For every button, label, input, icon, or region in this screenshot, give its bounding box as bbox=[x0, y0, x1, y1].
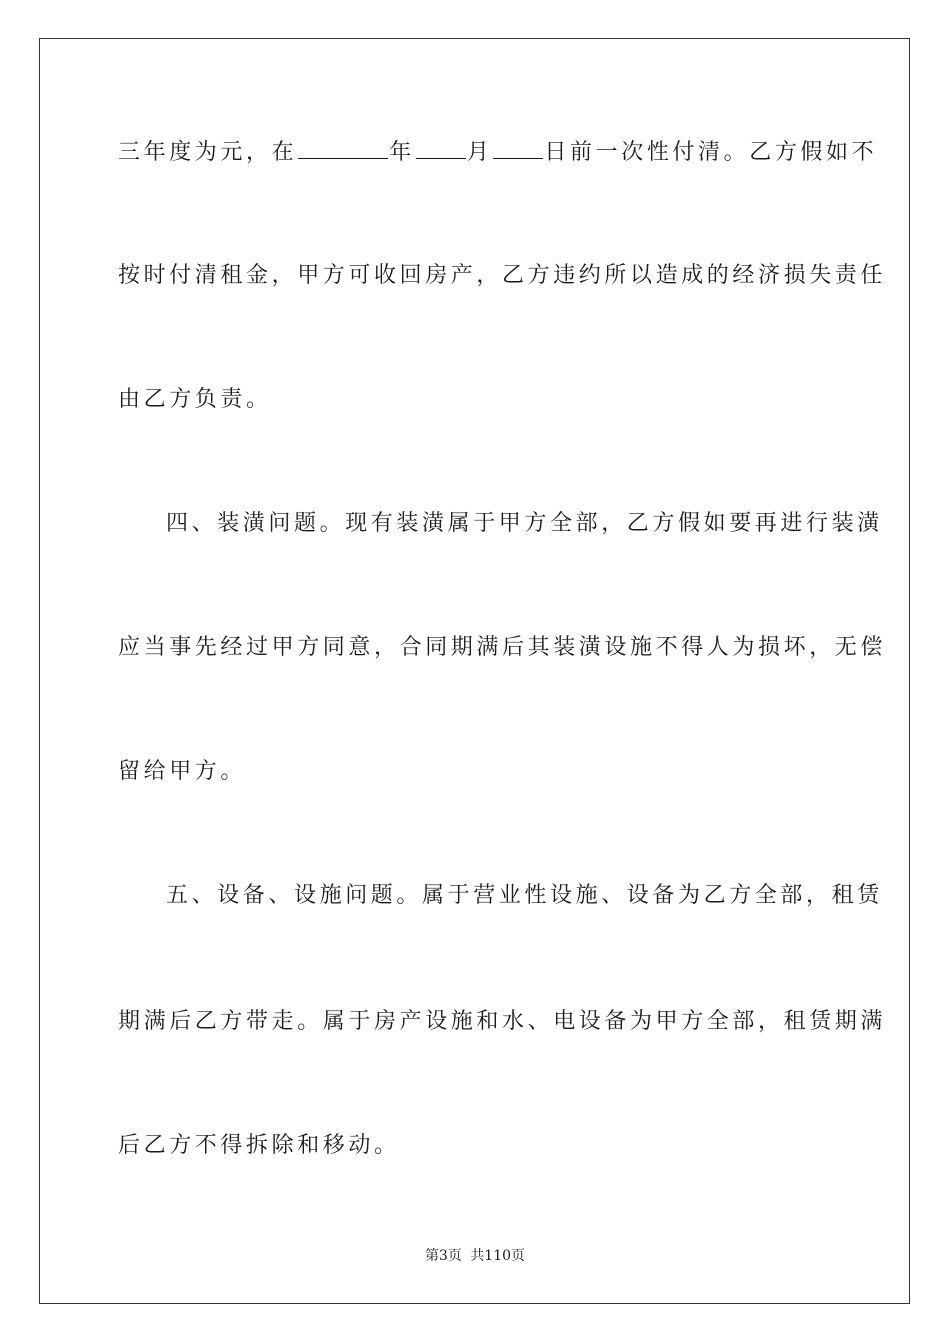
page-border bbox=[39, 38, 910, 1304]
paragraph-line-8: 期满后乙方带走。属于房产设施和水、电设备为甲方全部，租赁期满 bbox=[118, 1009, 887, 1034]
day-blank bbox=[493, 138, 543, 159]
paragraph-line-1 bbox=[118, 138, 878, 167]
paragraph-line-6: 留给甲方。 bbox=[118, 759, 247, 784]
line-1-text-c: 月 bbox=[466, 140, 493, 165]
page-footer bbox=[0, 1246, 950, 1266]
total-pages: 共110页 bbox=[470, 1248, 526, 1264]
section-five-heading-line: 五、设备、设施问题。属于营业性设施、设备为乙方全部，租赁 bbox=[166, 883, 883, 908]
line-1-text-d: 日前一次性付清。乙方假如不 bbox=[544, 140, 878, 165]
page-number: 第3页 bbox=[424, 1248, 462, 1264]
month-blank bbox=[416, 138, 466, 159]
section-four-heading-line: 四、装潢问题。现有装潢属于甲方全部，乙方假如要再进行装潢 bbox=[166, 511, 883, 536]
paragraph-line-3: 由乙方负责。 bbox=[118, 387, 272, 412]
line-1-text-a: 三年度为元，在 bbox=[118, 140, 298, 165]
line-1-text-b: 年 bbox=[389, 140, 415, 165]
year-blank bbox=[298, 138, 388, 159]
paragraph-line-9: 后乙方不得拆除和移动。 bbox=[118, 1133, 400, 1158]
paragraph-line-5: 应当事先经过甲方同意，合同期满后其装潢设施不得人为损坏，无偿 bbox=[118, 635, 887, 660]
paragraph-line-2: 按时付清租金，甲方可收回房产，乙方违约所以造成的经济损失责任 bbox=[118, 263, 887, 288]
